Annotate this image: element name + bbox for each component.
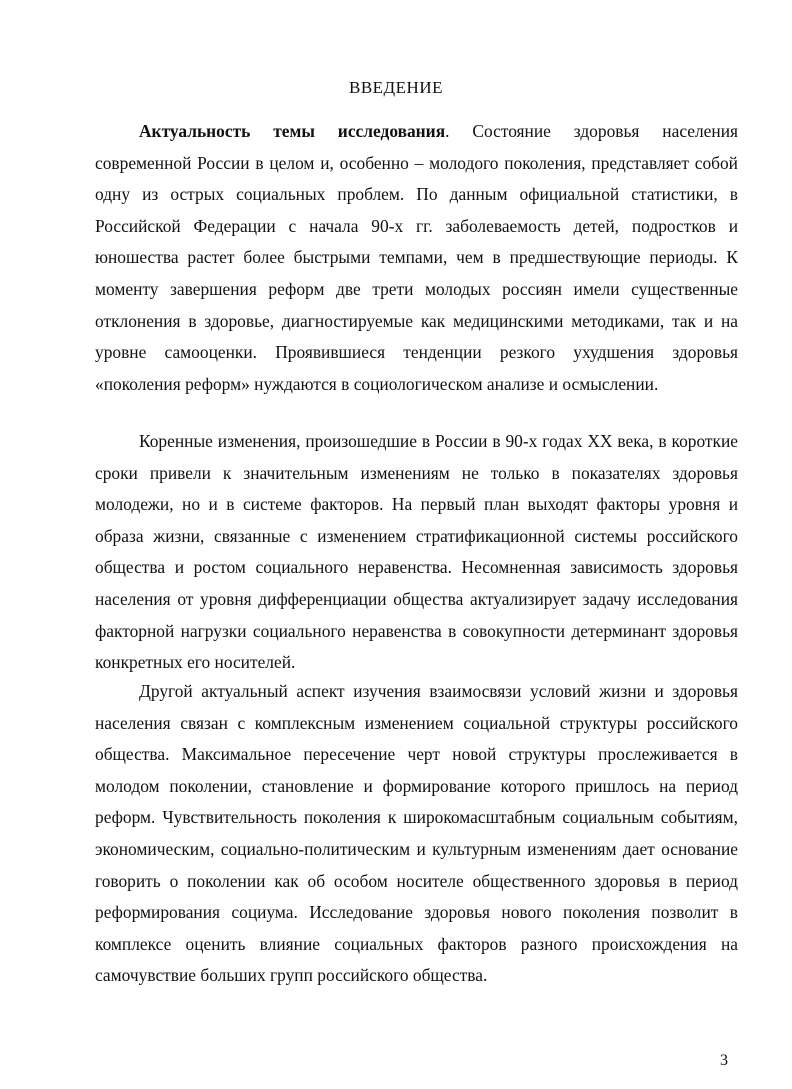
paragraph-generation: Другой актуальный аспект изучения взаимосвязи условий жизни и здоровья населения связан с комплексным изменением социальной структуры российского общества. Максимальное пересечение черт новой структуры прослеживается в молодом поколении, становление и формирование которого пришлось на период реформ. Чувствительность поколения к широкомасштабным социальным событиям, экономическим, социально-политическим и культурным изменениям дает основание говорить о поколении как об особом носителе общественного здоровья в период реформирования социума. Исследование здоровья нового поколения позволит в комплексе оценить влияние социальных факторов разного происхождения на самочувствие больших групп российского общества.: [95, 681, 738, 986]
paragraph-changes: Коренные изменения, произошедшие в России в 90-х годах XX века, в короткие сроки привели к значительным изменениям не только в показателях здоровья молодежи, но и в системе факторов. На первый план выходят факторы уровня и образа жизни, связанные с изменением стратификационной системы российского общества и ростом социального неравенства. Несомненная зависимость здоровья населения от уровня дифференциации общества актуализирует задачу исследования факторной нагрузки социального неравенства в совокупности детерминант здоровья конкретных его носителей.: [95, 431, 738, 673]
paragraph-relevance: [95, 116, 738, 400]
page-title: ВВЕДЕНИЕ: [349, 78, 443, 97]
paragraph-lead: Актуальность темы исследования: [139, 121, 446, 141]
page-number: 3: [720, 1052, 728, 1069]
paragraph-text: . Состояние здоровья населения современной России в целом и, особенно – молодого поколения, представляет собой одну из острых социальных проблем. По данным официальной статистики, в Российской Федерации с начала 90-х гг. заболеваемость детей, подростков и юношества растет более быстрыми темпами, чем в предшествующие периоды. К моменту завершения реформ две трети молодых россиян имели существенные отклонения в здоровье, диагностируемые как медицинскими методиками, так и на уровне самооценки. Проявившиеся тенденции резкого ухудшения здоровья «поколения реформ» нуждаются в социологическом анализе и осмыслении.: [95, 121, 738, 394]
